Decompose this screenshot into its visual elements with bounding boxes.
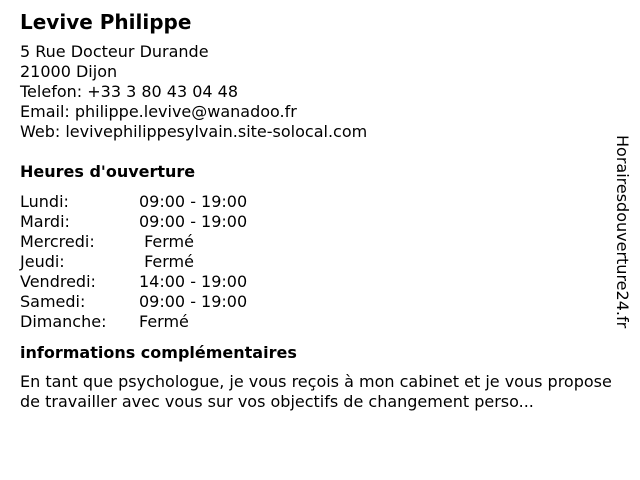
hours-row-dimanche <box>20 312 610 332</box>
day-label: Mercredi: <box>20 232 95 251</box>
address-city: 21000 Dijon <box>20 62 118 81</box>
info-description: En tant que psychologue, je vous reçois à mon cabinet et je vous propose de travailler avec vous sur vos objectifs de changement perso... <box>20 372 612 411</box>
hours-row-vendredi <box>20 272 610 292</box>
day-label: Jeudi: <box>20 252 65 271</box>
website-line: Web: levivephilippesylvain.site-solocal.com <box>20 122 368 141</box>
hours-row-samedi <box>20 292 610 312</box>
day-label: Dimanche: <box>20 312 107 331</box>
day-hours: 09:00 - 19:00 <box>139 192 248 211</box>
hours-row-mercredi <box>20 232 610 252</box>
hours-row-mardi <box>20 212 610 232</box>
hours-row-jeudi <box>20 252 610 272</box>
day-label: Mardi: <box>20 212 70 231</box>
day-hours: Fermé <box>139 252 194 271</box>
day-hours: Fermé <box>139 232 194 251</box>
hours-table <box>20 192 610 332</box>
day-label: Vendredi: <box>20 272 96 291</box>
address-street: 5 Rue Docteur Durande <box>20 42 209 61</box>
business-card <box>20 10 610 412</box>
day-hours: 14:00 - 19:00 <box>139 272 248 291</box>
email-line: Email: philippe.levive@wanadoo.fr <box>20 102 297 121</box>
hours-heading: Heures d'ouverture <box>20 162 196 181</box>
info-heading: informations complémentaires <box>20 343 297 362</box>
day-label: Lundi: <box>20 192 69 211</box>
day-label: Samedi: <box>20 292 86 311</box>
hours-row-lundi <box>20 192 610 212</box>
contact-block <box>20 42 610 142</box>
day-hours: Fermé <box>139 312 189 331</box>
day-hours: 09:00 - 19:00 <box>139 292 248 311</box>
business-name: Levive Philippe <box>20 10 192 34</box>
phone-line: Telefon: +33 3 80 43 04 48 <box>20 82 239 101</box>
day-hours: 09:00 - 19:00 <box>139 212 248 231</box>
site-watermark: Horairesdouverture24.fr <box>613 135 632 329</box>
